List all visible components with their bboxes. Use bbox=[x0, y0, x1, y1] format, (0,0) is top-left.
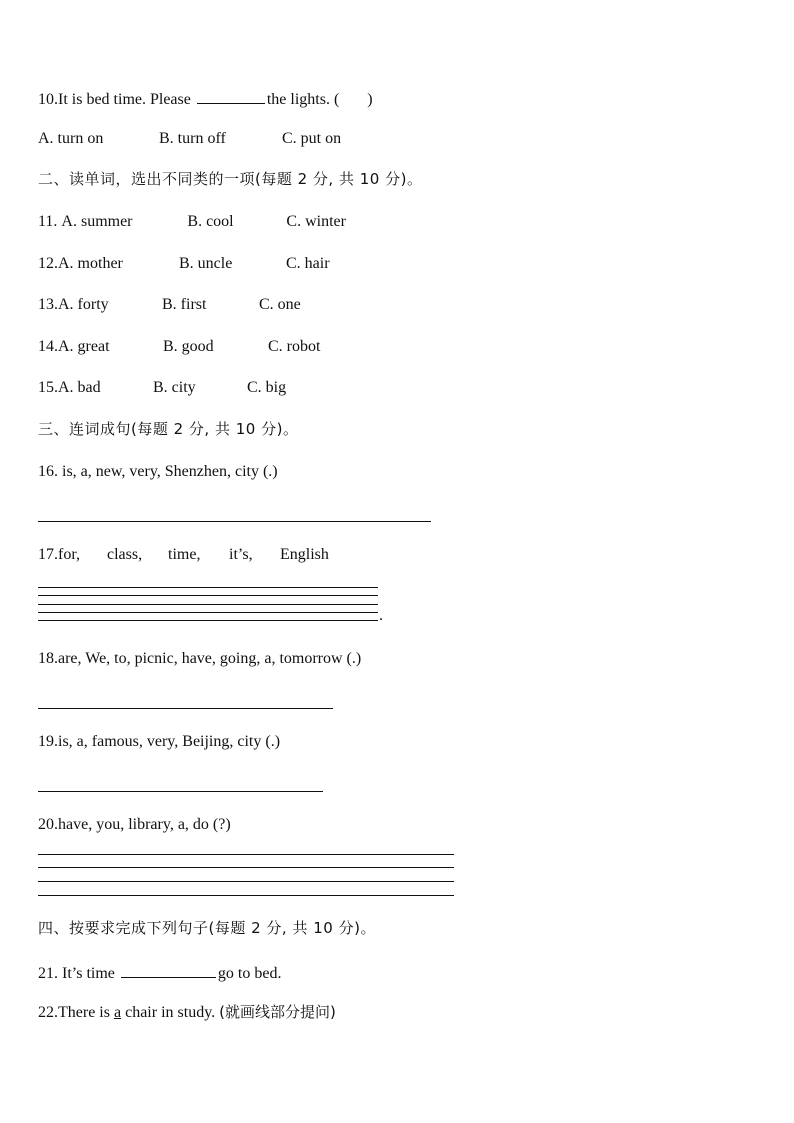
instruction-note: (就画线部分提问) bbox=[219, 1003, 336, 1021]
answer-line[interactable] bbox=[38, 867, 454, 868]
question-10-options bbox=[38, 129, 341, 149]
question-text: It’s time bbox=[62, 965, 115, 982]
question-21 bbox=[38, 961, 281, 984]
answer-blank[interactable] bbox=[197, 87, 265, 104]
question-16 bbox=[38, 462, 278, 482]
question-number: 12. bbox=[38, 255, 58, 272]
question-number: 19. bbox=[38, 733, 58, 750]
question-14 bbox=[38, 337, 320, 357]
answer-line[interactable] bbox=[38, 791, 323, 792]
question-20 bbox=[38, 815, 231, 835]
question-number: 20. bbox=[38, 816, 58, 833]
question-number: 21. bbox=[38, 965, 58, 982]
answer-line[interactable] bbox=[38, 612, 378, 613]
question-19 bbox=[38, 732, 280, 752]
answer-line[interactable] bbox=[38, 604, 378, 605]
question-text-after: go to bed. bbox=[217, 965, 282, 982]
option-b[interactable]: B. uncle bbox=[179, 255, 233, 272]
answer-line[interactable] bbox=[38, 881, 454, 882]
question-text: It is bed time. Please bbox=[58, 91, 191, 108]
scrambled-word: time, bbox=[168, 546, 201, 563]
scrambled-words: is, a, famous, very, Beijing, city (.) bbox=[58, 733, 281, 750]
option-b[interactable]: B. good bbox=[163, 338, 214, 355]
answer-line[interactable] bbox=[38, 587, 378, 588]
option-a[interactable]: A. mother bbox=[58, 255, 123, 272]
question-number: 22. bbox=[38, 1004, 58, 1021]
option-a[interactable]: A. bad bbox=[58, 379, 101, 396]
option-a[interactable]: A. forty bbox=[58, 296, 109, 313]
question-13 bbox=[38, 295, 301, 315]
question-22 bbox=[38, 1002, 336, 1023]
scrambled-word: English bbox=[280, 546, 329, 563]
question-text: There is bbox=[58, 1004, 110, 1021]
question-number: 17. bbox=[38, 546, 58, 563]
option-c[interactable]: C. robot bbox=[268, 338, 321, 355]
option-a[interactable]: A. great bbox=[58, 338, 110, 355]
option-c[interactable]: C. one bbox=[259, 296, 301, 313]
question-number: 14. bbox=[38, 338, 58, 355]
option-c[interactable]: C. put on bbox=[282, 130, 342, 147]
option-c[interactable]: C. hair bbox=[286, 255, 330, 272]
underlined-word: a bbox=[113, 1004, 122, 1021]
scrambled-words: are, We, to, picnic, have, going, a, tomorrow (.) bbox=[58, 650, 362, 667]
question-number: 18. bbox=[38, 650, 58, 667]
scrambled-word: for, bbox=[58, 546, 81, 563]
option-b[interactable]: B. cool bbox=[187, 213, 234, 230]
answer-line[interactable] bbox=[38, 521, 431, 522]
answer-blank[interactable] bbox=[121, 961, 216, 978]
question-number: 13. bbox=[38, 296, 58, 313]
paren-close: ) bbox=[367, 91, 373, 108]
question-15 bbox=[38, 378, 286, 398]
question-10 bbox=[38, 87, 373, 110]
answer-line[interactable] bbox=[38, 708, 333, 709]
scrambled-word: it’s, bbox=[229, 546, 253, 563]
question-12 bbox=[38, 254, 330, 274]
scrambled-words: have, you, library, a, do (?) bbox=[58, 816, 231, 833]
option-b[interactable]: B. first bbox=[162, 296, 207, 313]
question-11 bbox=[38, 212, 346, 232]
question-17 bbox=[38, 545, 329, 565]
question-number: 15. bbox=[38, 379, 58, 396]
answer-line[interactable] bbox=[38, 895, 454, 896]
question-number: 16. bbox=[38, 463, 58, 480]
answer-line[interactable] bbox=[38, 595, 378, 596]
end-mark: . bbox=[379, 607, 383, 624]
section-heading-2: 二、读单词，选出不同类的一项(每题 2 分, 共 10 分)。 bbox=[38, 170, 423, 188]
question-text-after: the lights. ( bbox=[266, 91, 340, 108]
question-number: 11. bbox=[38, 213, 58, 230]
scrambled-word: class, bbox=[107, 546, 143, 563]
option-c[interactable]: C. big bbox=[247, 379, 287, 396]
option-b[interactable]: B. city bbox=[153, 379, 196, 396]
answer-line[interactable] bbox=[38, 620, 378, 621]
option-a[interactable]: A. summer bbox=[61, 213, 133, 230]
question-text-after: chair in study. bbox=[125, 1004, 216, 1021]
question-number: 10. bbox=[38, 91, 58, 108]
section-heading-4: 四、按要求完成下列句子(每题 2 分, 共 10 分)。 bbox=[38, 919, 376, 937]
section-heading-3: 三、连词成句(每题 2 分, 共 10 分)。 bbox=[38, 420, 299, 438]
question-18 bbox=[38, 649, 361, 669]
answer-line[interactable] bbox=[38, 854, 454, 855]
option-b[interactable]: B. turn off bbox=[159, 130, 226, 147]
option-c[interactable]: C. winter bbox=[286, 213, 346, 230]
scrambled-words: is, a, new, very, Shenzhen, city (.) bbox=[62, 463, 278, 480]
option-a[interactable]: A. turn on bbox=[38, 130, 104, 147]
